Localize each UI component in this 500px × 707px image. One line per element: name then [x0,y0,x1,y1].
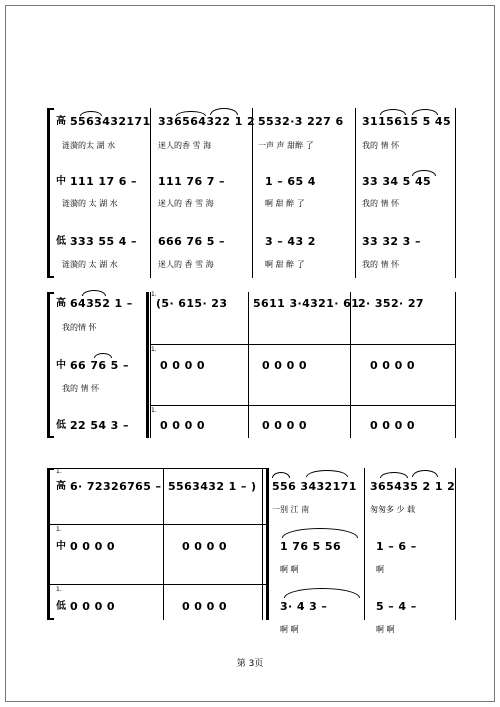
measure: 111 17 6 – [70,175,137,188]
measure: 0 0 0 0 [182,540,227,553]
lyric: 啊 [376,565,384,574]
system-brace [47,108,54,278]
repeat-barline [146,292,149,438]
lyric: 啊 甜 醉 了 [265,199,305,208]
slur [380,472,408,478]
system-brace [47,468,54,620]
slur [412,109,438,115]
measure: 1 – 65 4 [265,175,316,188]
measure: 5 – 4 – [376,600,417,613]
lyric: 涟漪的 太 湖 水 [62,260,118,269]
measure: 0 0 0 0 [182,600,227,613]
part-label-soprano: 高 [56,116,66,127]
measure: 666 76 5 – [158,235,225,248]
lyric: 我的 情 怀 [362,199,400,208]
measure: 22 54 3 – [70,419,129,432]
measure: 1 – 6 – [376,540,417,553]
measure: 5611 3·4321· 61 [253,297,360,310]
volta-line [48,584,266,585]
slur [272,472,290,478]
lyric: 迷人的香 雪 海 [158,141,212,150]
slur [80,111,102,116]
measure: 3115615 5 45 [362,115,451,128]
slur [210,108,238,115]
slur [412,470,438,477]
measure: 33 32 3 – [362,235,421,248]
measure: 64352 1 – [70,297,133,310]
measure: 3· 4 3 – [280,600,328,613]
barline [248,292,249,438]
measure: 111 76 7 – [158,175,225,188]
volta-line [48,524,266,525]
lyric: 我的 情 怀 [62,384,100,393]
part-label-alto: 中 [56,541,66,552]
part-label-soprano: 高 [56,298,66,309]
measure: 0 0 0 0 [160,359,205,372]
measure: 0 0 0 0 [370,359,415,372]
barline [364,468,365,620]
measure: (5· 615· 23 [156,297,228,310]
barline [150,292,151,438]
part-label-alto: 中 [56,360,66,371]
system-brace [47,292,54,438]
barline [150,108,151,278]
barline [262,468,263,620]
barline [163,468,164,620]
part-label-bass: 低 [56,236,66,247]
lyric: 啊 甜 醉 了 [265,260,305,269]
measure: 0 0 0 0 [370,419,415,432]
measure: 0 0 0 0 [70,600,115,613]
lyric: 迷人的 香 雪 海 [158,199,214,208]
volta-mark: 1. [56,586,62,593]
volta-line [48,468,266,469]
volta-line [150,405,455,406]
barline [350,292,351,438]
barline [252,108,253,278]
volta-mark: 1. [151,346,157,353]
lyric: 一别 江 南 [272,505,310,514]
lyric: 迷人的 香 雪 海 [158,260,214,269]
measure: 556 3432171 [272,480,357,493]
measure: 336564322 1 2 [158,115,256,128]
lyric: 啊 啊 [376,625,395,634]
measure: 0 0 0 0 [160,419,205,432]
measure: 365435 2 1 2 [370,480,456,493]
measure: 33 34 5 45 [362,175,432,188]
volta-end-barline [266,468,269,620]
slur [306,470,348,477]
measure: 0 0 0 0 [262,359,307,372]
slur [412,170,436,176]
measure: 5563432171 [70,115,151,128]
volta-mark: 1. [151,407,157,414]
lyric: 一声 声 甜醉 了 [258,141,314,150]
measure: 2· 352· 27 [358,297,424,310]
measure: 66 76 5 – [70,359,129,372]
slur [176,111,206,116]
lyric: 匆匆多 少 载 [370,505,416,514]
measure: 0 0 0 0 [262,419,307,432]
measure: 5532·3 227 6 [258,115,344,128]
lyric: 我的 情 怀 [362,141,400,150]
part-label-alto: 中 [56,176,66,187]
measure: 6· 72326765 – [70,480,162,493]
page-number: 第 3页 [236,659,264,669]
measure: 5563432 1 – ) [168,480,257,493]
barline [455,292,456,438]
measure: 0 0 0 0 [70,540,115,553]
lyric: 涟漪的 太 湖 水 [62,199,118,208]
slur [380,109,406,115]
slur [94,353,112,358]
volta-mark: 1. [56,526,62,533]
lyric: 我的 情 怀 [362,260,400,269]
lyric: 我的情 怀 [62,323,97,332]
part-label-soprano: 高 [56,481,66,492]
barline [355,108,356,278]
slur [82,290,106,296]
lyric: 啊 啊 [280,565,299,574]
part-label-bass: 低 [56,420,66,431]
measure: 1 76 5 56 [280,540,342,553]
volta-mark: 1. [151,291,157,298]
part-label-bass: 低 [56,601,66,612]
measure: 333 55 4 – [70,235,137,248]
barline [455,108,456,278]
measure: 3 – 43 2 [265,235,316,248]
volta-mark: 1. [56,468,62,475]
volta-line [150,344,455,345]
lyric: 涟漪的太 湖 水 [62,141,116,150]
lyric: 啊 啊 [280,625,299,634]
